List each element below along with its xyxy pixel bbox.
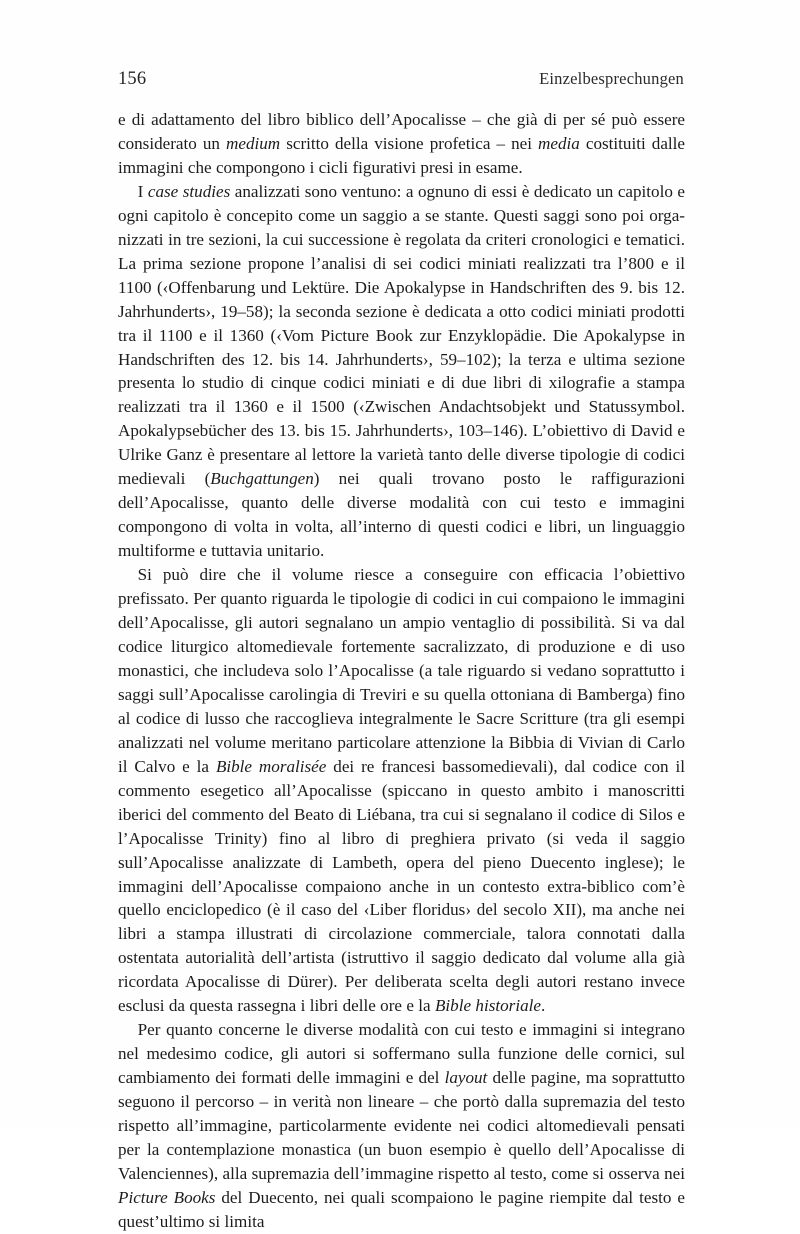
text-run: e di adattamento del libro biblico dell’Apocalisse – che già di per sé può essere considerato un (118, 110, 685, 153)
text-run: del Duecento, nei quali scompaiono le pagine riempite dal testo e quest’ultimo si limita (118, 1187, 685, 1231)
running-head-title: Einzelbesprechungen (539, 69, 684, 88)
italic-run: media (538, 133, 580, 153)
italic-run: layout (444, 1068, 488, 1088)
text-run: scritto della visione profetica – nei (280, 133, 539, 153)
text-run: analizzati sono ventuno: a ognuno di essi è dedicato un capitolo e ogni capitolo è concepito come un saggio a se stante. Questi saggi sono poi organizzati in tre sezioni, la cui successione è regolata da criteri cronologici e tematici. La prima sezione propone l’analisi di sei codici miniati realizzati tra l’800 e il 1100 (‹Offenbarung und Lektüre. Die Apokalypse in Handschriften des 9. bis 12. Jahrhunderts›, 19–58); la seconda sezione è dedicata a otto codici miniati prodotti tra il 1100 e il 1360 (‹Vom Picture Book zur Enzyklopädie. Die Apokalypse in Handschriften des 12. bis 14. Jahrhunderts›, 59–102); la terza e ultima sezione presenta lo studio di cinque codici miniati e di due libri di xilografie a stampa realizzati tra il 1360 e il 1500 (‹Zwischen Andachtsobjekt und Statussymbol. Apokalypsebücher des 13. bis 15. Jahrhunderts›, 103–146). L’obiettivo di David e Ulrike Ganz è presentare al lettore la varietà tanto delle diverse tipologie di codici medievali ( (118, 181, 685, 489)
running-head (118, 70, 684, 89)
text-run: costituiti dalle immagini che compongono i cicli figurativi presi in esame. (118, 133, 685, 177)
body-text-block (118, 108, 685, 1234)
italic-run: Picture Books (118, 1187, 216, 1207)
body-paragraph (118, 1018, 685, 1234)
italic-run: medium (226, 133, 281, 153)
text-run: I (137, 181, 148, 201)
text-run: dei re francesi bassomedievali), dal codice con il commento esegetico all’Apocalisse (spiccano in questo ambito i manoscritti iberici del commento del Beato di Liébana, tra cui si segnalano il codice di Silos e l’Apocalisse Trinity) fino al libro di preghiera privato (si veda il saggio sull’Apocalisse analizzate di Lambeth, opera del pieno Duecento inglese); le immagini dell’Apocalisse compaiono anche in un contesto extra-biblico com’è quello enciclopedico (è il caso del ‹Liber floridus› del secolo XII), ma anche nei libri a stampa illustrati di circolazione commerciale, talora connotati dalla ostentata autorialità dell’artista (istruttivo il saggio dedicato dal volume alla già ricordata Apocalisse di Dürer). Per deliberata scelta degli autori restano invece esclusi da questa rassegna i libri delle ore e la (118, 756, 685, 1016)
italic-run: case studies (147, 181, 231, 201)
text-run: ) nei quali trovano posto le raffigurazioni dell’Apocalisse, quanto delle diverse modalità con cui testo e immagini compongono di volta in volta, all’interno di questi codici e libri, un linguaggio multiforme e tuttavia unitario. (118, 469, 685, 561)
page-number: 156 (118, 69, 147, 89)
body-paragraph (118, 180, 685, 563)
italic-run: Buchgattungen (210, 469, 314, 489)
text-run: . (540, 996, 546, 1016)
italic-run: Bible historiale (434, 996, 541, 1016)
italic-run: Bible moralisée (215, 756, 327, 776)
text-run: Per quanto concerne le diverse modalità con cui testo e immagini si integrano nel medesimo codice, gli autori si soffermano sulla funzione delle cornici, sul cambiamento dei formati delle immagini e del (118, 1020, 685, 1088)
text-run: delle pagine, ma soprattutto seguono il percorso – in verità non lineare – che portò dalla supremazia del testo rispetto all’immagine, particolarmente evidente nei codici altomedievali pensati per la contemplazione monastica (un buon esempio è quello dell’Apocalisse di Valenciennes), alla supremazia dell’immagine rispetto al testo, come si osserva nei (118, 1068, 685, 1183)
text-run: Si può dire che il volume riesce a conseguire con efficacia l’obiettivo prefissato. Per quanto riguarda le tipologie di codici in cui compaiono le immagini dell’Apocalisse, gli autori segnalano un ampio ventaglio di possibilità. Si va dal codice liturgico altomedievale fortemente sacralizzato, di produzione e di uso monastici, che includeva solo l’Apocalisse (a tale riguardo si vedano soprattutto i saggi sull’Apocalisse carolingia di Treviri e su quella ottoniana di Bamberga) fino al codice di lusso che raccoglieva integralmente le Sacre Scritture (tra gli esempi analizzati nel volume meritano particolare attenzione la Bibbia di Vivian di Carlo il Calvo e la (118, 565, 685, 776)
body-paragraph (118, 108, 685, 180)
body-paragraph (118, 563, 685, 1018)
